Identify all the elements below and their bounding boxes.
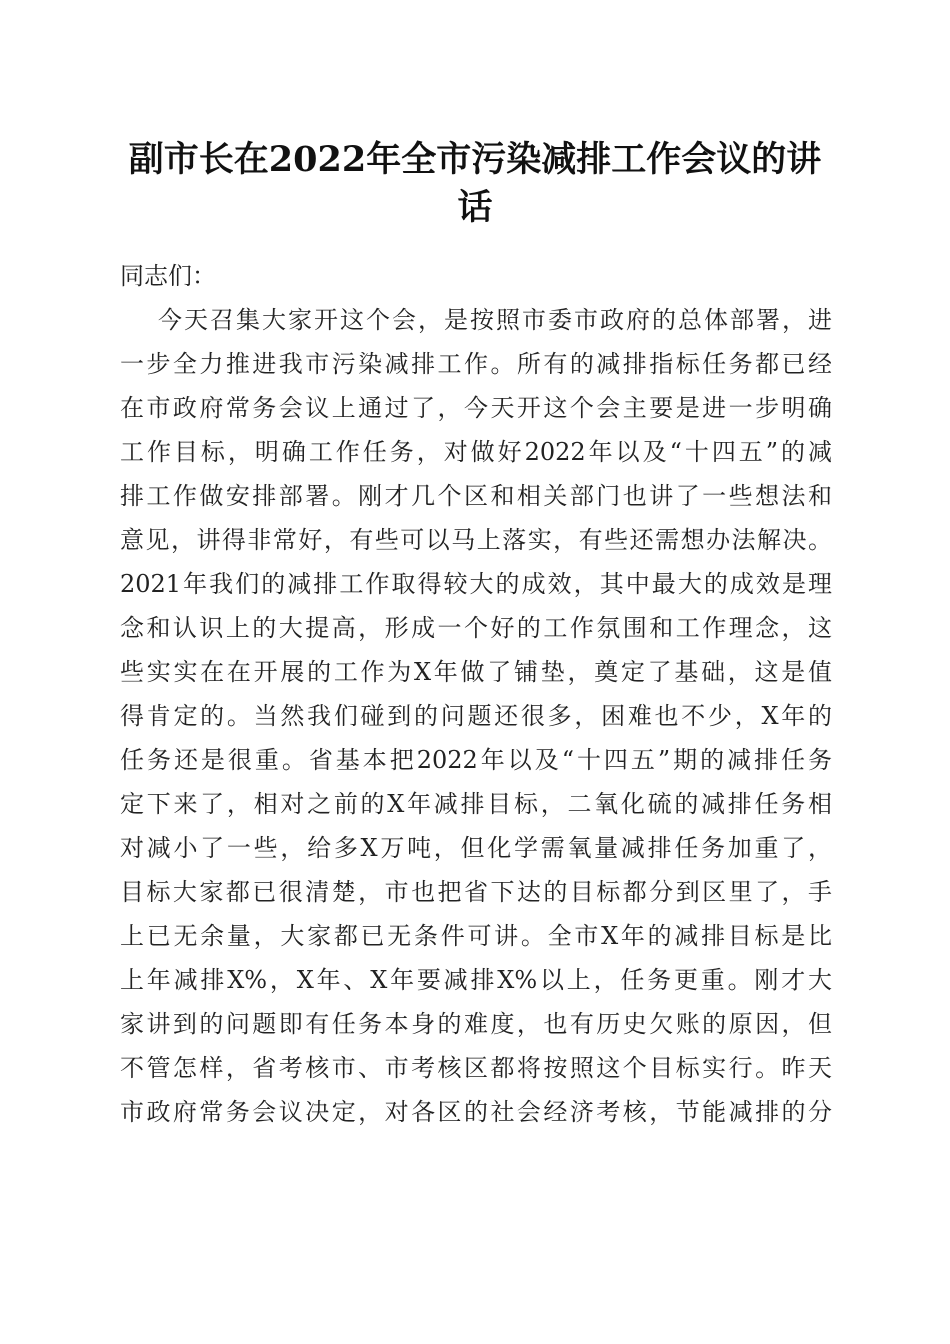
- body-line: 意见，讲得非常好，有些可以马上落实，有些还需想办法解决。: [120, 526, 832, 554]
- body-line: 任务还是很重。省基本把2022年以及“十四五”期的减排任务: [120, 746, 832, 774]
- body-line: 工作目标，明确工作任务，对做好2022年以及“十四五”的减: [120, 438, 832, 466]
- body-line: 些实实在在开展的工作为X年做了铺垫，奠定了基础，这是值: [120, 658, 832, 686]
- body-line: 对减小了一些，给多X万吨，但化学需氧量减排任务加重了，: [120, 834, 832, 862]
- body-line: 上已无余量，大家都已无条件可讲。全市X年的减排目标是比: [120, 922, 832, 950]
- body-line: 今天召集大家开这个会，是按照市委市政府的总体部署，进: [158, 306, 832, 334]
- body-line: 排工作做安排部署。刚才几个区和相关部门也讲了一些想法和: [120, 482, 832, 510]
- body-line: 2021年我们的减排工作取得较大的成效，其中最大的成效是理: [120, 570, 832, 598]
- body-line: 上年减排X%，X年、X年要减排X%以上，任务更重。刚才大: [120, 966, 832, 994]
- body-line: 定下来了，相对之前的X年减排目标，二氧化硫的减排任务相: [120, 790, 832, 818]
- body-line: 市政府常务会议决定，对各区的社会经济考核，节能减排的分: [120, 1098, 832, 1126]
- body-line: 目标大家都已很清楚，市也把省下达的目标都分到区里了，手: [120, 878, 832, 906]
- document-title: 副市长在2022年全市污染减排工作会议的讲话: [128, 139, 822, 228]
- body-line: 念和认识上的大提高，形成一个好的工作氛围和工作理念，这: [120, 614, 832, 642]
- document-body: [120, 254, 832, 1134]
- body-line: 在市政府常务会议上通过了，今天开这个会主要是进一步明确: [120, 394, 832, 422]
- salutation: 同志们：: [120, 262, 216, 290]
- body-line: 得肯定的。当然我们碰到的问题还很多，困难也不少，X年的: [120, 702, 832, 730]
- body-line: 家讲到的问题即有任务本身的难度，也有历史欠账的原因，但: [120, 1010, 832, 1038]
- body-line: 一步全力推进我市污染减排工作。所有的减排指标任务都已经: [120, 350, 832, 378]
- body-line: 不管怎样，省考核市、市考核区都将按照这个目标实行。昨天: [120, 1054, 832, 1082]
